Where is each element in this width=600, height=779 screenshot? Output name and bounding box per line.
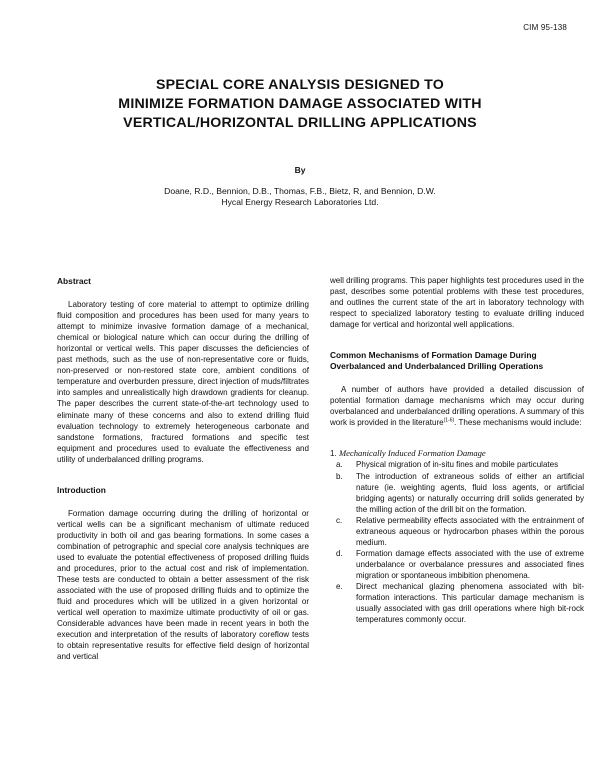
list-item — [336, 548, 584, 581]
introduction-text: Formation damage occurring during the drilling of horizontal or vertical wells can be a significant mechanism of ultimate reduced productivity in both oil and gas bearing formations. In some cases a combination of petrographic and special core analysis techniques are used to evaluate the potential effectiveness of proposed drilling fluids and procedures, prior to the actual cost and risk of implementation. These tests are conducted to obtain a better assessment of the risk associated with the use of proposed drilling fluids and to optimize the fluid and procedures which will be utilized in a given horizontal or vertical well operation to maximize ultimate productivity of oil or gas. Considerable advances have been made in recent years in both the execution and interpretation of the results of laboratory coreflow tests to obtain representative results for effective field design of horizontal and vertical — [57, 508, 309, 662]
title-line: VERTICAL/HORIZONTAL DRILLING APPLICATIONS — [123, 115, 477, 131]
author-block — [0, 186, 600, 208]
list-item-text: Formation damage effects associated with the use of extreme underbalance or overbalance pressures and associated fines migration or spontaneous imbibition phenomena. — [356, 548, 584, 580]
list-item — [336, 459, 584, 470]
list-number: 1. — [330, 449, 337, 459]
abstract-heading: Abstract — [57, 276, 91, 286]
mechanisms-intro — [330, 384, 584, 428]
list-item-text: The introduction of extraneous solids of either an artificial nature (ie. weighting agents, fluid loss agents, or artificial bridging agents) or naturally occurring drill solids generated by the milling action of the drill bit on the formation. — [356, 471, 584, 514]
mechanisms-intro-text: A number of authors have provided a detailed discussion of potential formation damage mechanisms which may occur during overbalanced and underbalanced drilling operations. A summary of this work is provided in the literature — [330, 385, 584, 428]
list-marker: b. — [336, 471, 343, 481]
affiliation: Hycal Energy Research Laboratories Ltd. — [221, 197, 379, 207]
document-id: CIM 95-138 — [523, 23, 567, 32]
mechanisms-heading: Common Mechanisms of Formation Damage During Overbalanced and Underbalanced Drilling Operations — [330, 350, 544, 372]
paper-title — [0, 76, 600, 133]
title-line: MINIMIZE FORMATION DAMAGE ASSOCIATED WITH — [118, 96, 482, 112]
list-title: Mechanically Induced Formation Damage — [338, 448, 486, 459]
list-item — [336, 515, 584, 548]
right-column — [330, 275, 584, 625]
title-line: SPECIAL CORE ANALYSIS DESIGNED TO — [155, 77, 445, 93]
list-marker: e. — [336, 581, 343, 591]
mechanism-category — [330, 448, 584, 459]
list-marker: c. — [336, 515, 343, 525]
mechanisms-intro-tail: . These mechanisms would include: — [454, 418, 582, 428]
introduction-continuation: well drilling programs. This paper highlights test procedures used in the past, describes some potential problems with these test procedures, and outlines the current state of the art in laboratory technology with respect to specialized laboratory testing to evaluate drilling induced damage for vertical and horizontal well applications. — [330, 276, 584, 330]
left-column — [57, 276, 309, 662]
introduction-heading: Introduction — [57, 484, 106, 495]
author-list: Doane, R.D., Bennion, D.B., Thomas, F.B., Bietz, R, and Bennion, D.W. — [164, 186, 436, 196]
list-marker: a. — [336, 460, 343, 470]
list-item-text: Physical migration of in-situ fines and mobile particulates — [356, 460, 559, 470]
mechanism-list — [330, 459, 584, 625]
list-item-text: Direct mechanical glazing phenomena associated with bit-formation interactions. This particular damage mechanism is usually associated with gas drill operations where high bit-rock temperatures commonly occur. — [356, 581, 584, 625]
list-item-text: Relative permeability effects associated with the entrainment of extraneous aqueous or hydrocarbon phases within the porous medium. — [356, 515, 584, 547]
list-item — [336, 581, 584, 625]
list-marker: d. — [336, 548, 343, 558]
by-label: By — [294, 165, 306, 175]
list-item — [336, 471, 584, 515]
citation: (1-6) — [443, 417, 455, 424]
abstract-text: Laboratory testing of core material to attempt to optimize drilling fluid composition and procedures has been used for many years to attempt to minimize invasive formation damage of a mechanical, chemical or biological nature which can occur during the drilling of horizontal or vertical wells. This paper discusses the deficiencies of past methods, such as the use of non-representative core or fluids, non-preserved or non-restored state core, ambient conditions of temperature and overburden pressure, direct injection of muds/filtrates into samples and unrealistically high drawdown gradients for cleanup. The paper describes the current state-of-the-art technology used to eliminate many of these concerns and also to extend drilling fluid evaluation technology to extremely heterogeneous carbonate and sandstone formations, fractured formations and specific test equipment and procedures used to evaluate the effectiveness and utility of underbalanced drilling programs. — [57, 300, 309, 464]
